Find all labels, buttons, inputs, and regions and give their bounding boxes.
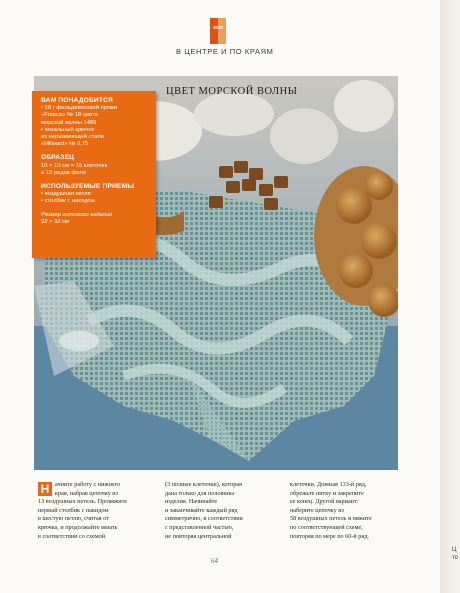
fragment-line: то <box>452 555 459 561</box>
materials-info-box <box>32 91 156 258</box>
next-page-edge <box>440 0 460 593</box>
body-line: (3 полные клеточки), которая <box>165 481 242 488</box>
body-line: и заканчивайте каждый ряд <box>165 506 238 514</box>
finished-size-value: 92 × 92 см <box>41 218 69 225</box>
page-number: 64 <box>211 557 218 565</box>
materials-heading: ВАМ ПОНАДОБИТСЯ <box>41 97 113 104</box>
technique-line: • воздушная петля <box>41 191 91 198</box>
article-title: ЦВЕТ МОРСКОЙ ВОЛНЫ <box>166 86 298 97</box>
gauge-line: и 15 рядов филе <box>41 169 87 176</box>
body-line: повторяя по мере по 60-й ряд. <box>290 532 369 540</box>
body-line: обрежьте нитку и закрепите <box>290 489 364 497</box>
text-column-1 <box>38 481 166 541</box>
body-line: симметрично, в соответствии <box>165 515 243 523</box>
body-line: изделия. Начинайте <box>165 498 218 506</box>
body-line: первый столбик с накидом <box>38 506 109 514</box>
body-line: 13 воздушных петель. Провяжите <box>38 498 128 506</box>
gauge-line: 10 × 10 см = 15 клеточек <box>41 162 108 169</box>
text-column-2 <box>165 481 293 541</box>
section-logo-icon <box>210 18 226 44</box>
text-column-3 <box>290 481 418 541</box>
gauge-heading: ОБРАЗЕЦ <box>41 154 75 162</box>
body-line: по соответствующей схеме, <box>290 523 363 531</box>
technique-line: • столбик с накидом <box>41 198 95 205</box>
body-line: в шестую петлю, считая от <box>38 515 109 523</box>
body-line: 58 воздушных петель и вяжите <box>290 515 372 523</box>
finished-size-label: Размер готового изделия <box>41 211 113 218</box>
section-label: В ЦЕНТРЕ И ПО КРАЯМ <box>176 47 274 56</box>
materials-line: «Fresca» № 18 цвета <box>41 112 98 119</box>
fragment-line: Ц <box>452 547 457 553</box>
body-line: ее конец. Другой вариант: <box>290 498 359 506</box>
dropcap: Н <box>38 482 52 496</box>
materials-line: • 50 г фильдекосовой пряжи <box>41 105 118 112</box>
materials-line: • вязальный крючок <box>41 126 95 133</box>
body-line: крючка, и продолжайте вязать <box>38 523 118 531</box>
body-line: дана только для половины <box>165 489 235 497</box>
materials-line: «Milward» № 0,75 <box>41 141 89 148</box>
next-page-text-fragment <box>452 546 458 562</box>
body-line: не повторяя центральной <box>165 532 232 540</box>
techniques-heading: ИСПОЛЬЗУЕМЫЕ ПРИЕМЫ <box>41 183 134 191</box>
body-line: наберите цепочку из <box>290 506 345 514</box>
body-line: клеточки. Довязав 133-й ряд, <box>290 481 367 488</box>
body-line: в соответствии со схемой <box>38 532 106 540</box>
materials-line: морской волны 1489 <box>41 119 97 126</box>
body-line: с представленной частью, <box>165 523 234 531</box>
materials-line: из нержавеющей стали <box>41 134 104 141</box>
body-line: края, набрав цепочку из <box>55 489 119 497</box>
body-line: ачните работу с нижнего <box>55 481 121 488</box>
